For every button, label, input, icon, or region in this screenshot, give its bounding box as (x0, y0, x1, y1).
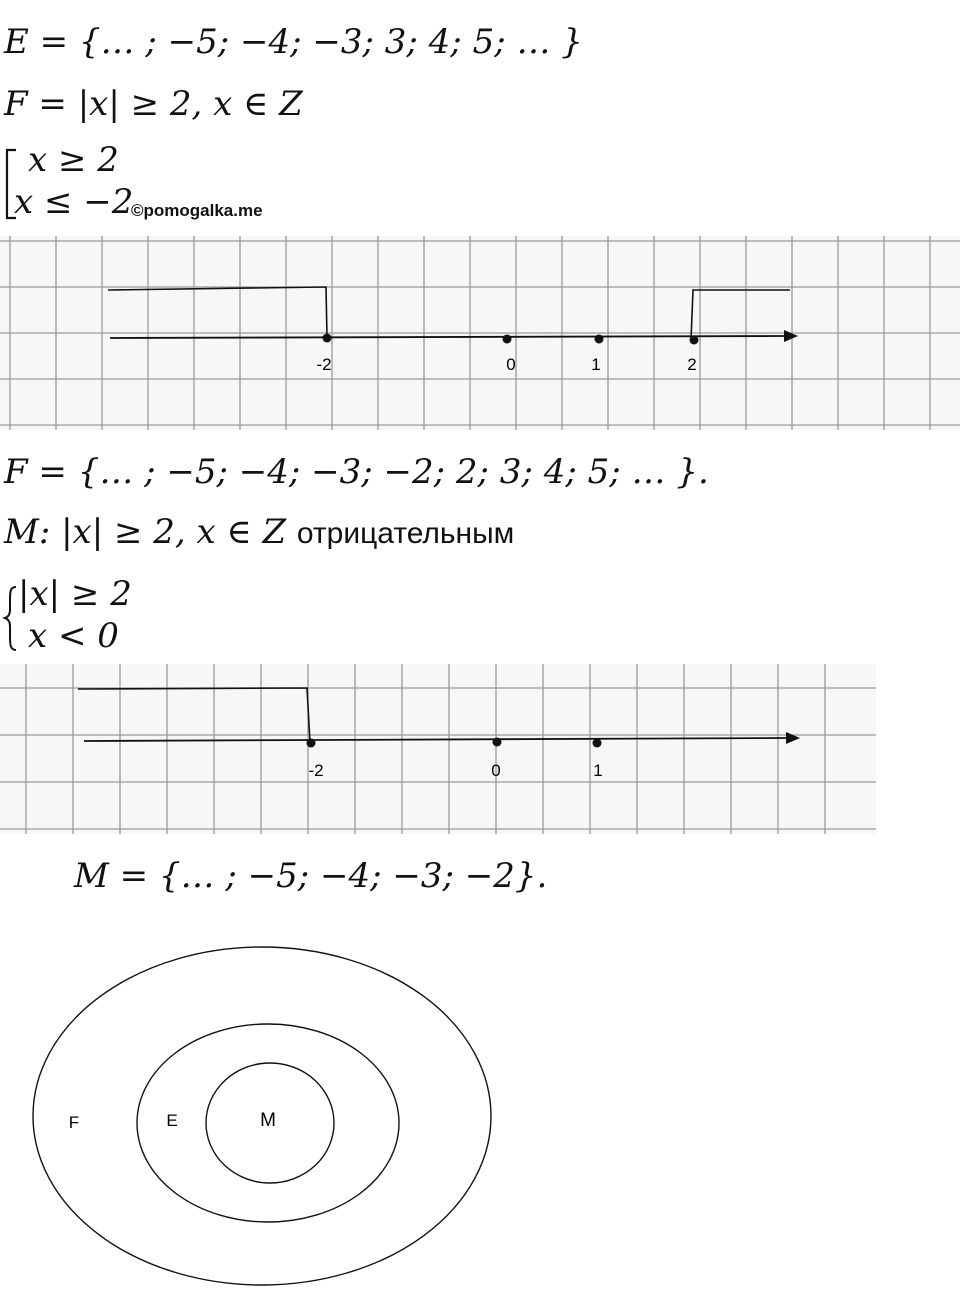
system-2-row-1: |x| ≥ 2 (18, 574, 132, 614)
set-m-result: M = {… ; −5; −4; −3; −2}. (74, 856, 548, 896)
system-1-row-1: x ≥ 2 (28, 140, 119, 180)
tick-label-minus-2: -2 (308, 761, 324, 780)
watermark: ©pomogalka.me (131, 201, 263, 220)
tick-label-0: 0 (506, 355, 516, 374)
point-minus-2 (307, 739, 316, 748)
set-e-definition: E = {… ; −5; −4; −3; 3; 4; 5; … } (4, 22, 583, 62)
point-minus-2 (323, 334, 332, 343)
point-1 (595, 335, 604, 344)
point-0 (493, 738, 502, 747)
point-1 (593, 739, 602, 748)
set-m-condition (4, 512, 514, 552)
tick-label-2: 2 (687, 355, 697, 374)
label-m: M (260, 1110, 276, 1131)
system-2-row-2: x < 0 (28, 616, 119, 656)
point-2 (690, 336, 699, 345)
set-m-condition-math: M: |x| ≥ 2, x ∈ Z (4, 512, 287, 552)
set-f-result: F = {… ; −5; −4; −3; −2; 2; 3; 4; 5; … }. (4, 452, 709, 492)
tick-label-1: 1 (591, 355, 601, 374)
tick-label-minus-2: -2 (316, 355, 332, 374)
venn-diagram (0, 930, 520, 1294)
label-f: F (68, 1113, 80, 1132)
set-f-condition: F = |x| ≥ 2, x ∈ Z (4, 84, 303, 124)
system-1-row-2: x ≤ −2 (14, 182, 134, 222)
tick-label-1: 1 (593, 761, 603, 780)
tick-label-0: 0 (491, 761, 501, 780)
set-m-condition-word: отрицательным (296, 517, 515, 550)
label-e: E (166, 1111, 178, 1130)
number-line-1 (0, 236, 960, 434)
number-line-2 (0, 664, 876, 838)
point-0 (503, 335, 512, 344)
